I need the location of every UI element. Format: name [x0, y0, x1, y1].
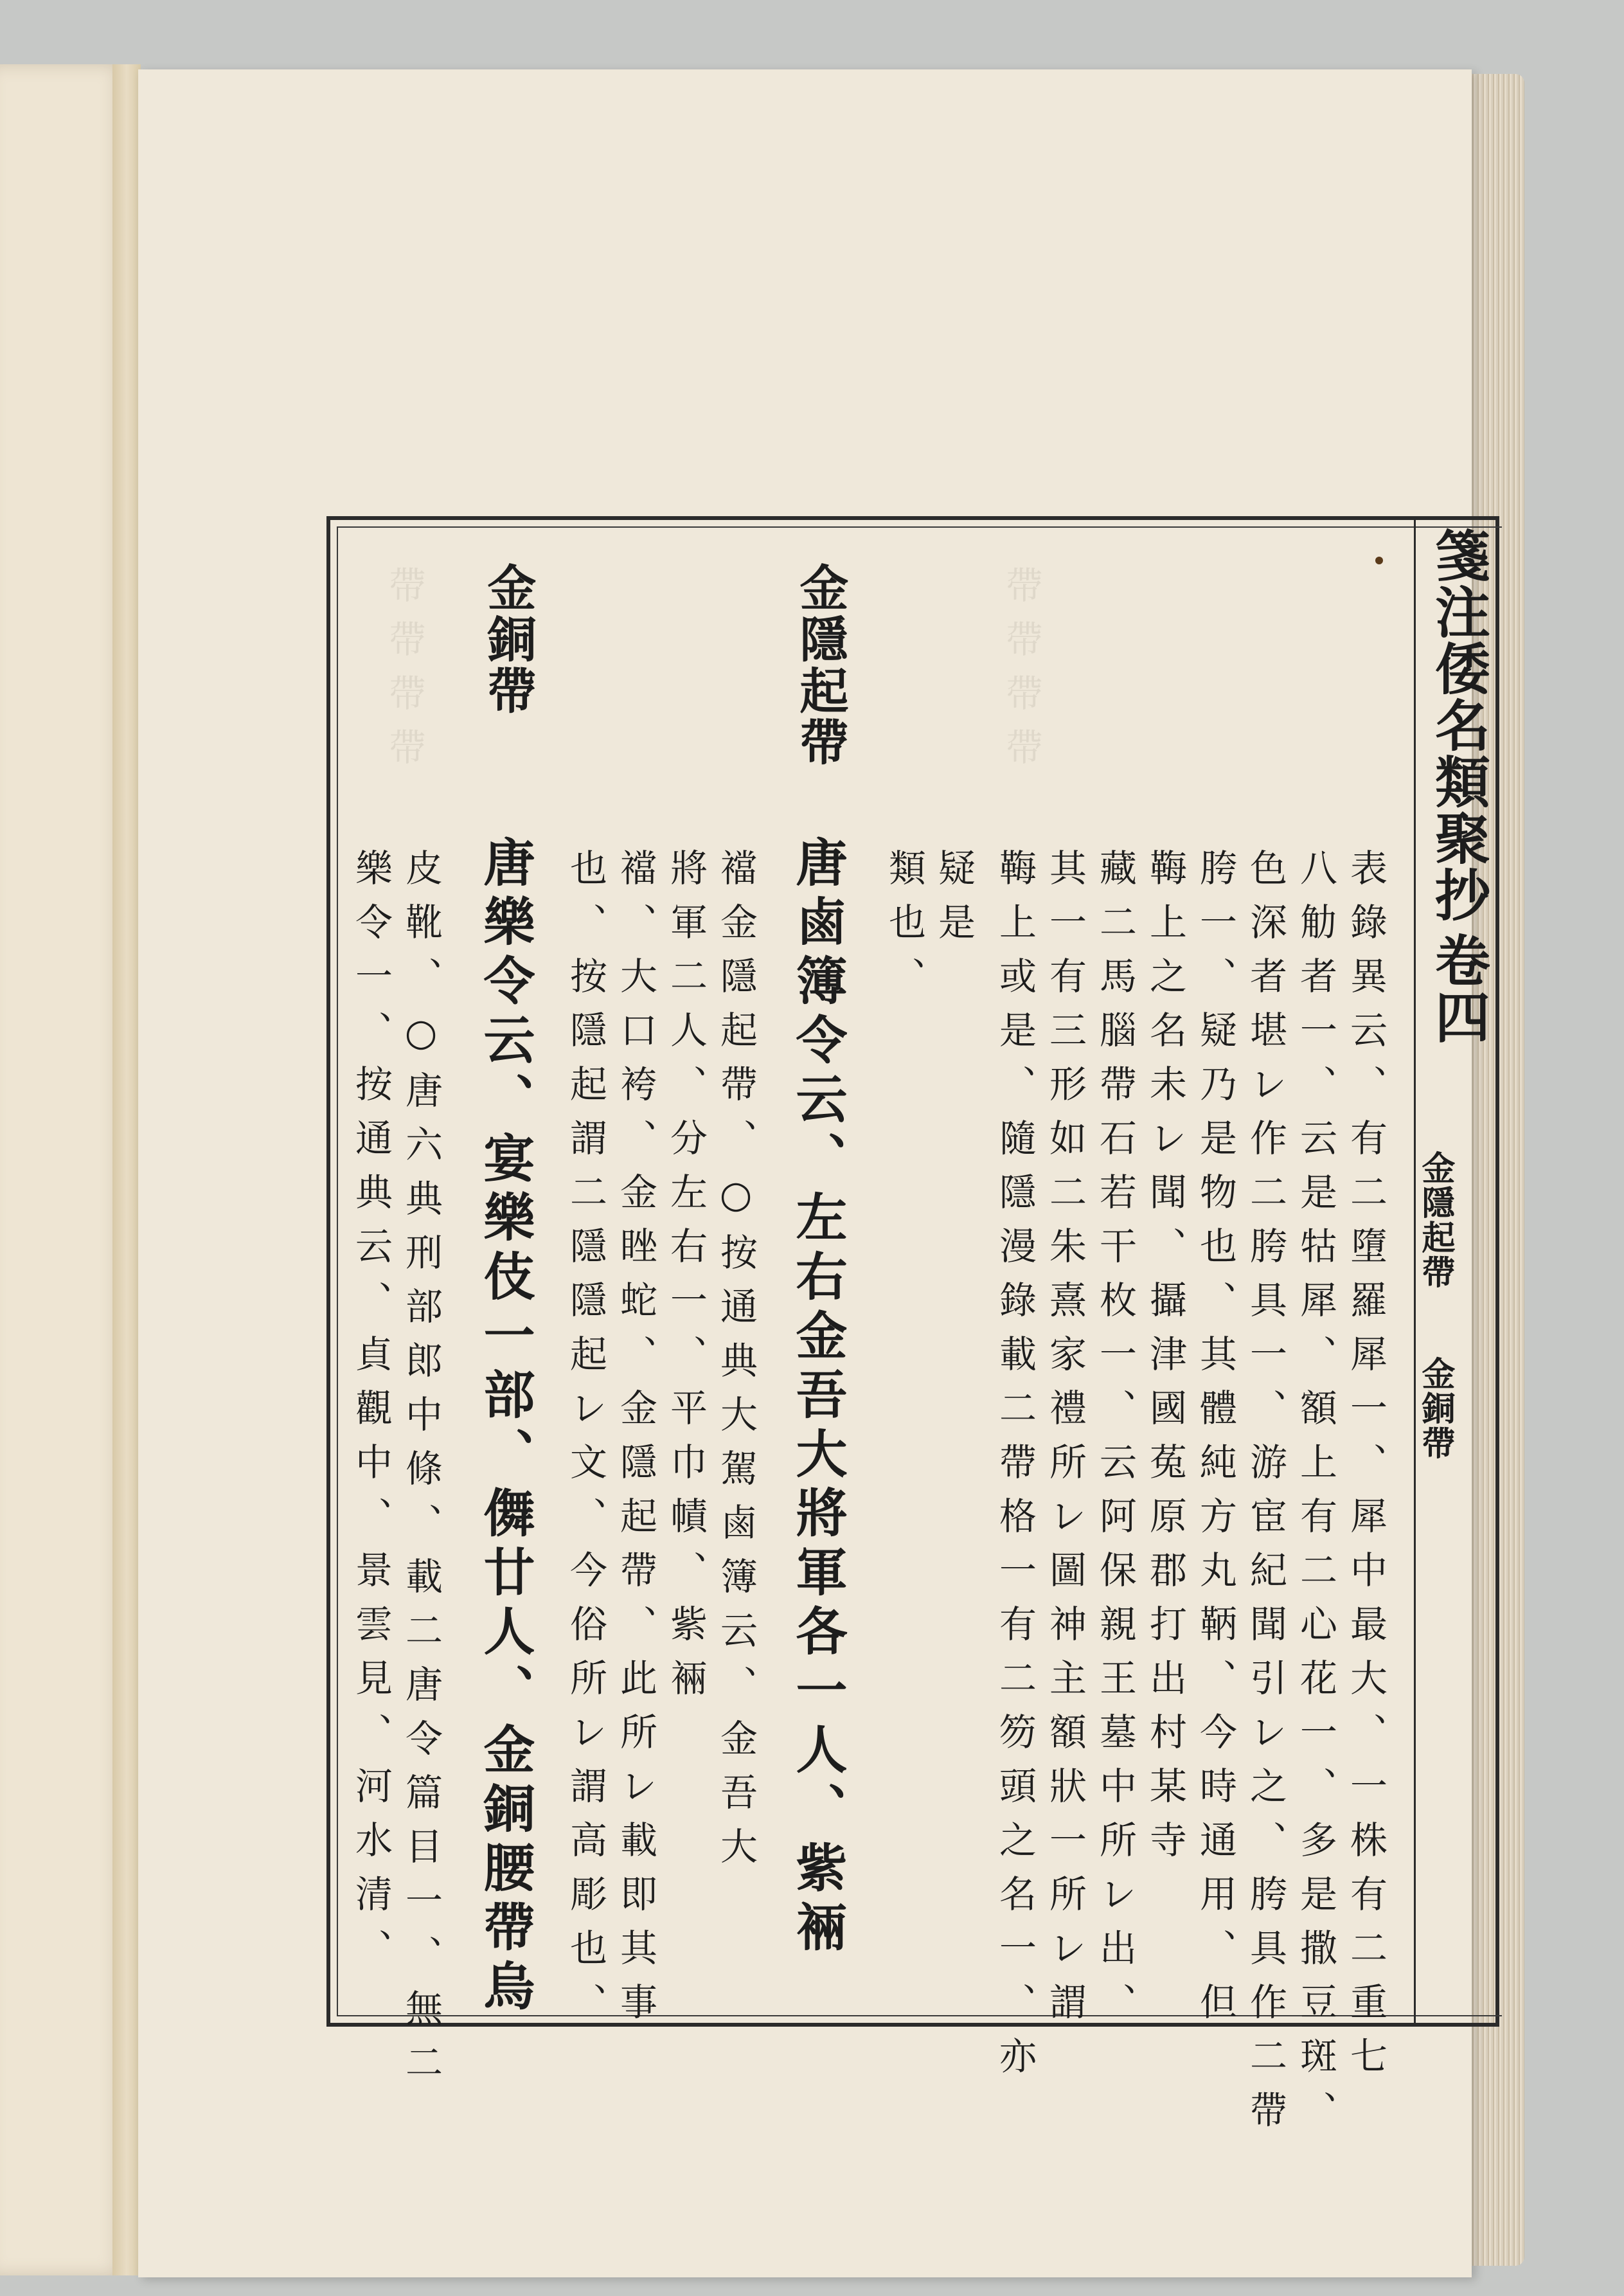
commentary-column: 其一有三形如二朱熹家禮所レ圖神主額狀一所レ謂: [1043, 848, 1087, 2036]
ink-spot: [1375, 557, 1383, 564]
commentary-column: 𩊱上或是、隨隱漫錄載二帶格一有二笏頭之名一、亦: [993, 848, 1037, 2090]
entry-heading: 金銅帶: [479, 562, 537, 717]
show-through-text: 帶帶帶帶: [382, 566, 426, 782]
entry-main-text: 唐樂令云、宴樂伎一部、儛廿人、金銅腰帶烏: [475, 836, 535, 2018]
commentary-column: 色深者堪レ作二胯具一、游宦紀聞引レ之、胯具作二帶: [1244, 848, 1287, 2144]
commentary-column: 表錄異云、有二墮羅犀一、犀中最大、一株有二重七: [1344, 848, 1388, 2090]
entry-main-text: 唐鹵簿令云、左右金吾大將軍各一人、紫裲: [787, 836, 848, 1959]
book-gutter: [112, 64, 141, 2275]
commentary-column: 𩊱上之名未レ聞、攝津國菟原郡打出村某寺: [1143, 848, 1187, 1874]
entry-commentary: 樂令一、按通典云、貞觀中、景雲見、河水清、: [349, 848, 393, 1982]
margin-entry-1: 金隱起帶: [1416, 1151, 1455, 1289]
commentary-column: 疑是: [932, 848, 976, 956]
book-title: 箋注倭名類聚抄: [1425, 527, 1490, 923]
entry-heading: 金隱起帶: [792, 562, 849, 768]
entry-commentary: 將軍二人、分左右一、平巾幘、紫裲: [664, 848, 708, 1712]
commentary-column: 八觔者一、云是牯犀、額上有二心花一、多是撒豆斑、: [1294, 848, 1337, 2144]
show-through-text: 帶帶帶帶: [999, 566, 1043, 782]
entry-commentary: 襠金隱起帶、○按通典大駕鹵簿云、金吾大: [714, 848, 758, 1881]
margin-entry-2: 金銅帶: [1416, 1356, 1455, 1460]
commentary-column: 胯一、疑乃是物也、其體純方丸鞆、今時通用、但: [1193, 848, 1237, 2036]
commentary-column: 藏二馬腦帶石若干枚一、云阿保親王墓中所レ出、: [1093, 848, 1137, 2036]
entry-commentary: 襠、大口袴、金睉蛇、金隱起帶、此所レ載即其事: [614, 848, 657, 2036]
volume-label: 卷四: [1425, 932, 1490, 1045]
entry-commentary: 也、按隱起謂二隱隱起レ文、今俗所レ謂高彫也、: [564, 848, 607, 2036]
commentary-column: 類也、: [882, 848, 926, 1010]
entry-commentary: 皮靴、○唐六典刑部郎中條、載二唐令篇目一、無二: [399, 848, 443, 2097]
left-page: [0, 64, 129, 2275]
